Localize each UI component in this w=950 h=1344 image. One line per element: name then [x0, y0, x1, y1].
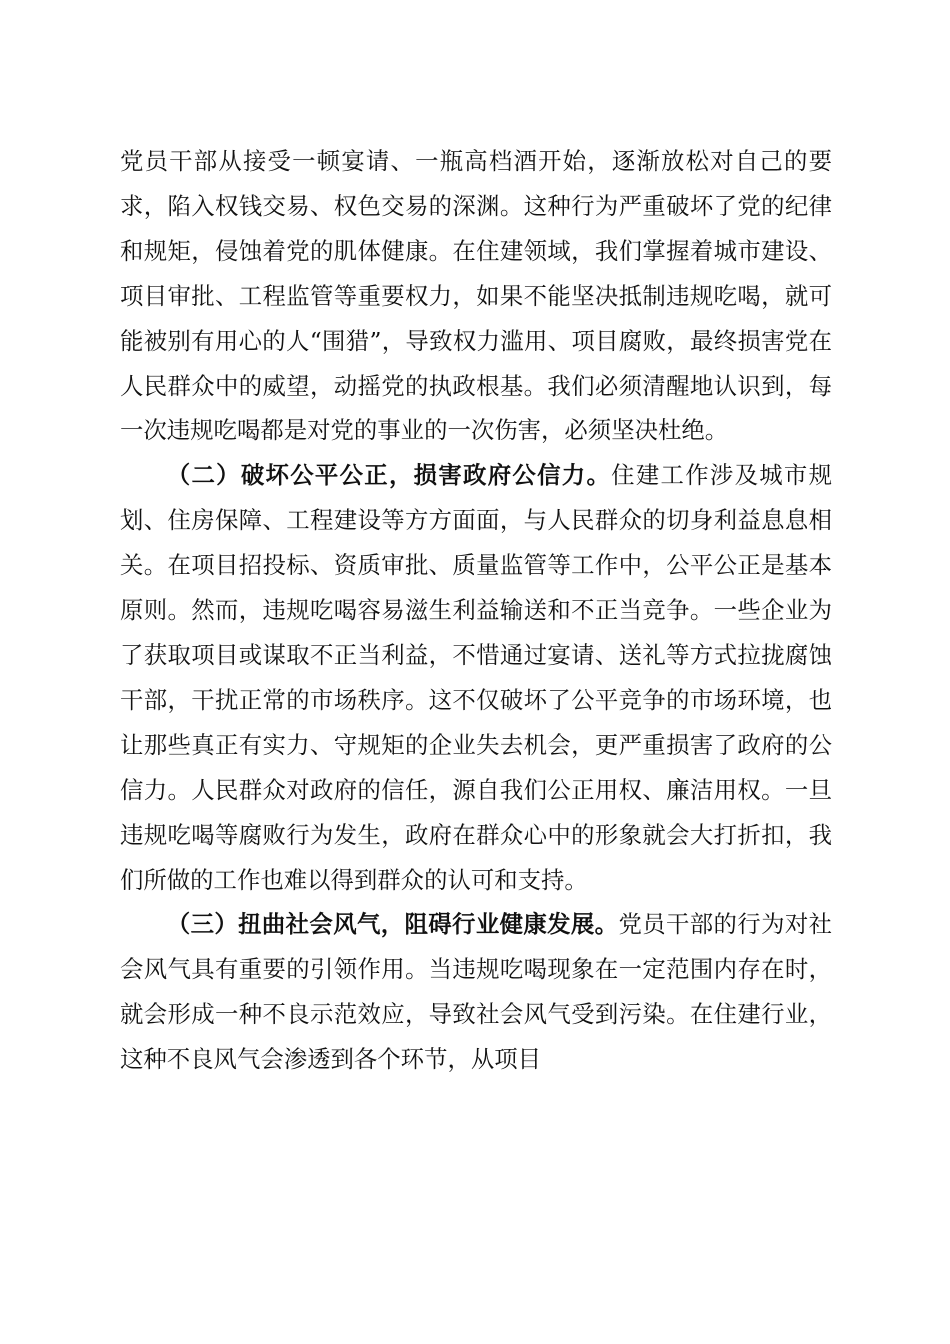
section-heading: （二）破坏公平公正，损害政府公信力。: [166, 461, 612, 490]
paragraph-continuation: [120, 139, 832, 453]
document-page: [120, 139, 832, 1082]
paragraph-section-two: [120, 453, 832, 902]
paragraph-section-three: [120, 902, 832, 1082]
paragraph-text: 党员干部的行为对社会风气具有重要的引领作用。当违规吃喝现象在一定范围内存在时，就会形成一种不良示范效应，导致社会风气受到污染。在住建行业，这种不良风气会渗透到各个环节，从项目: [120, 910, 833, 1074]
paragraph-text: 住建工作涉及城市规划、住房保障、工程建设等方方面面，与人民群众的切身利益息息相关。在项目招投标、资质审批、质量监管等工作中，公平公正是基本原则。然而，违规吃喝容易滋生利益输送和不正当竞争。一些企业为了获取项目或谋取不正当利益，不惜通过宴请、送礼等方式拉拢腐蚀干部，干扰正常的市场秩序。这不仅破坏了公平竞争的市场环境，也让那些真正有实力、守规矩的企业失去机会，更严重损害了政府的公信力。人民群众对政府的信任，源自我们公正用权、廉洁用权。一旦违规吃喝等腐败行为发生，政府在群众心中的形象就会大打折扣，我们所做的工作也难以得到群众的认可和支持。: [120, 461, 833, 894]
paragraph-text: 党员干部从接受一顿宴请、一瓶高档酒开始，逐渐放松对自己的要求，陷入权钱交易、权色交易的深渊。这种行为严重破坏了党的纪律和规矩，侵蚀着党的肌体健康。在住建领域，我们掌握着城市建设、项目审批、工程监管等重要权力，如果不能坚决抵制违规吃喝，就可能被别有用心的人“围猎”，导致权力滥用、项目腐败，最终损害党在人民群众中的威望，动摇党的执政根基。我们必须清醒地认识到，每一次违规吃喝都是对党的事业的一次伤害，必须坚决杜绝。: [120, 147, 832, 445]
section-heading: （三）扭曲社会风气，阻碍行业健康发展。: [166, 910, 619, 939]
